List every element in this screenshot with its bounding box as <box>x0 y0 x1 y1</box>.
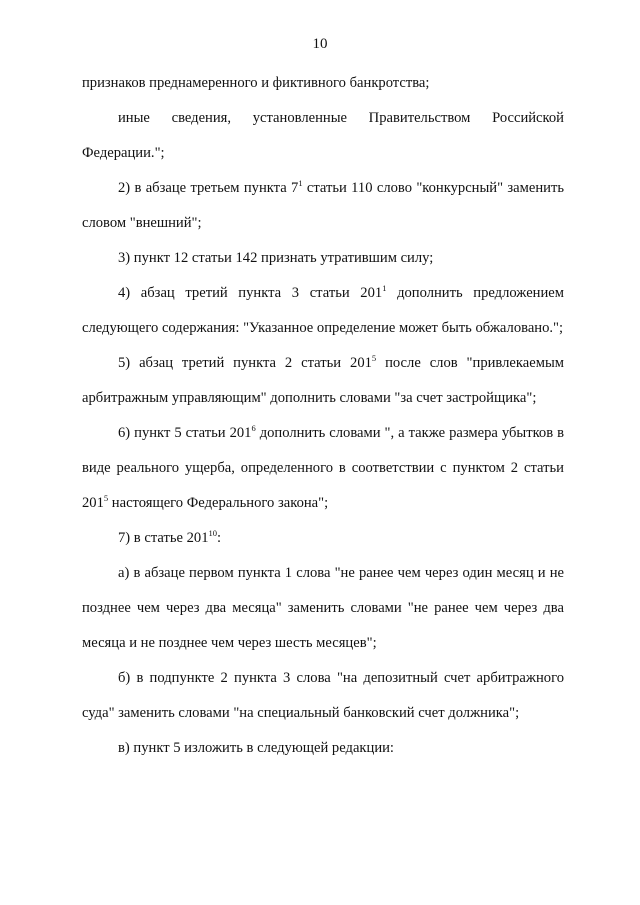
paragraph-text: дополнить словами ", а также размера убытков в виде реального ущерба, определенного в соответствии с пунктом 2 статьи 201 <box>82 425 564 511</box>
paragraph-text: 6) пункт 5 статьи 201 <box>118 425 252 441</box>
superscript-index: 10 <box>208 528 218 538</box>
paragraph-text: 3) пункт 12 статьи 142 признать утратившим силу; <box>118 250 434 266</box>
superscript-index: 5 <box>371 353 377 363</box>
paragraph-p5 <box>82 346 564 416</box>
paragraph-p3 <box>82 241 564 276</box>
paragraph-text: иные сведения, установленные Правительством Российской Федерации."; <box>82 110 564 161</box>
paragraph-p10 <box>82 731 564 766</box>
paragraph-p6 <box>82 416 564 521</box>
paragraph-text: настоящего Федерального закона"; <box>108 495 329 511</box>
paragraph-p1 <box>82 101 564 171</box>
paragraph-text: 4) абзац третий пункта 3 статьи 201 <box>118 285 383 301</box>
page-number: 10 <box>312 36 328 52</box>
superscript-index: 6 <box>251 423 256 433</box>
document-body <box>82 66 564 766</box>
paragraph-text: в) пункт 5 изложить в следующей редакции: <box>118 740 394 756</box>
paragraph-text: 7) в статье 201 <box>118 530 209 546</box>
paragraph-text: а) в абзаце первом пункта 1 слова "не ранее чем через один месяц и не позднее чем через два месяца" заменить словами "не ранее чем через два месяца и не позднее чем через шесть месяцев"; <box>82 565 564 651</box>
paragraph-p7 <box>82 521 564 556</box>
paragraph-p2 <box>82 171 564 241</box>
paragraph-text: 5) абзац третий пункта 2 статьи 201 <box>118 355 372 371</box>
paragraph-p4 <box>82 276 564 346</box>
paragraph-text: б) в подпункте 2 пункта 3 слова "на депозитный счет арбитражного суда" заменить словами "на специальный банковский счет должника"; <box>82 670 564 721</box>
paragraph-p8 <box>82 556 564 661</box>
paragraph-text: признаков преднамеренного и фиктивного банкротства; <box>82 75 430 91</box>
paragraph-text: 2) в абзаце третьем пункта 7 <box>118 180 299 196</box>
paragraph-text: статьи 110 слово "конкурсный" заменить словом "внешний"; <box>82 180 564 231</box>
superscript-index: 1 <box>382 283 387 293</box>
superscript-index: 1 <box>298 178 303 188</box>
paragraph-p9 <box>82 661 564 731</box>
paragraph-p0 <box>82 66 564 101</box>
paragraph-text: дополнить предложением следующего содержания: "Указанное определение может быть обжаловано."; <box>82 285 565 336</box>
paragraph-text: после слов "привлекаемым арбитражным управляющим" дополнить словами "за счет застройщика"; <box>82 355 564 406</box>
superscript-index: 5 <box>103 493 109 503</box>
paragraph-text: : <box>217 530 222 546</box>
